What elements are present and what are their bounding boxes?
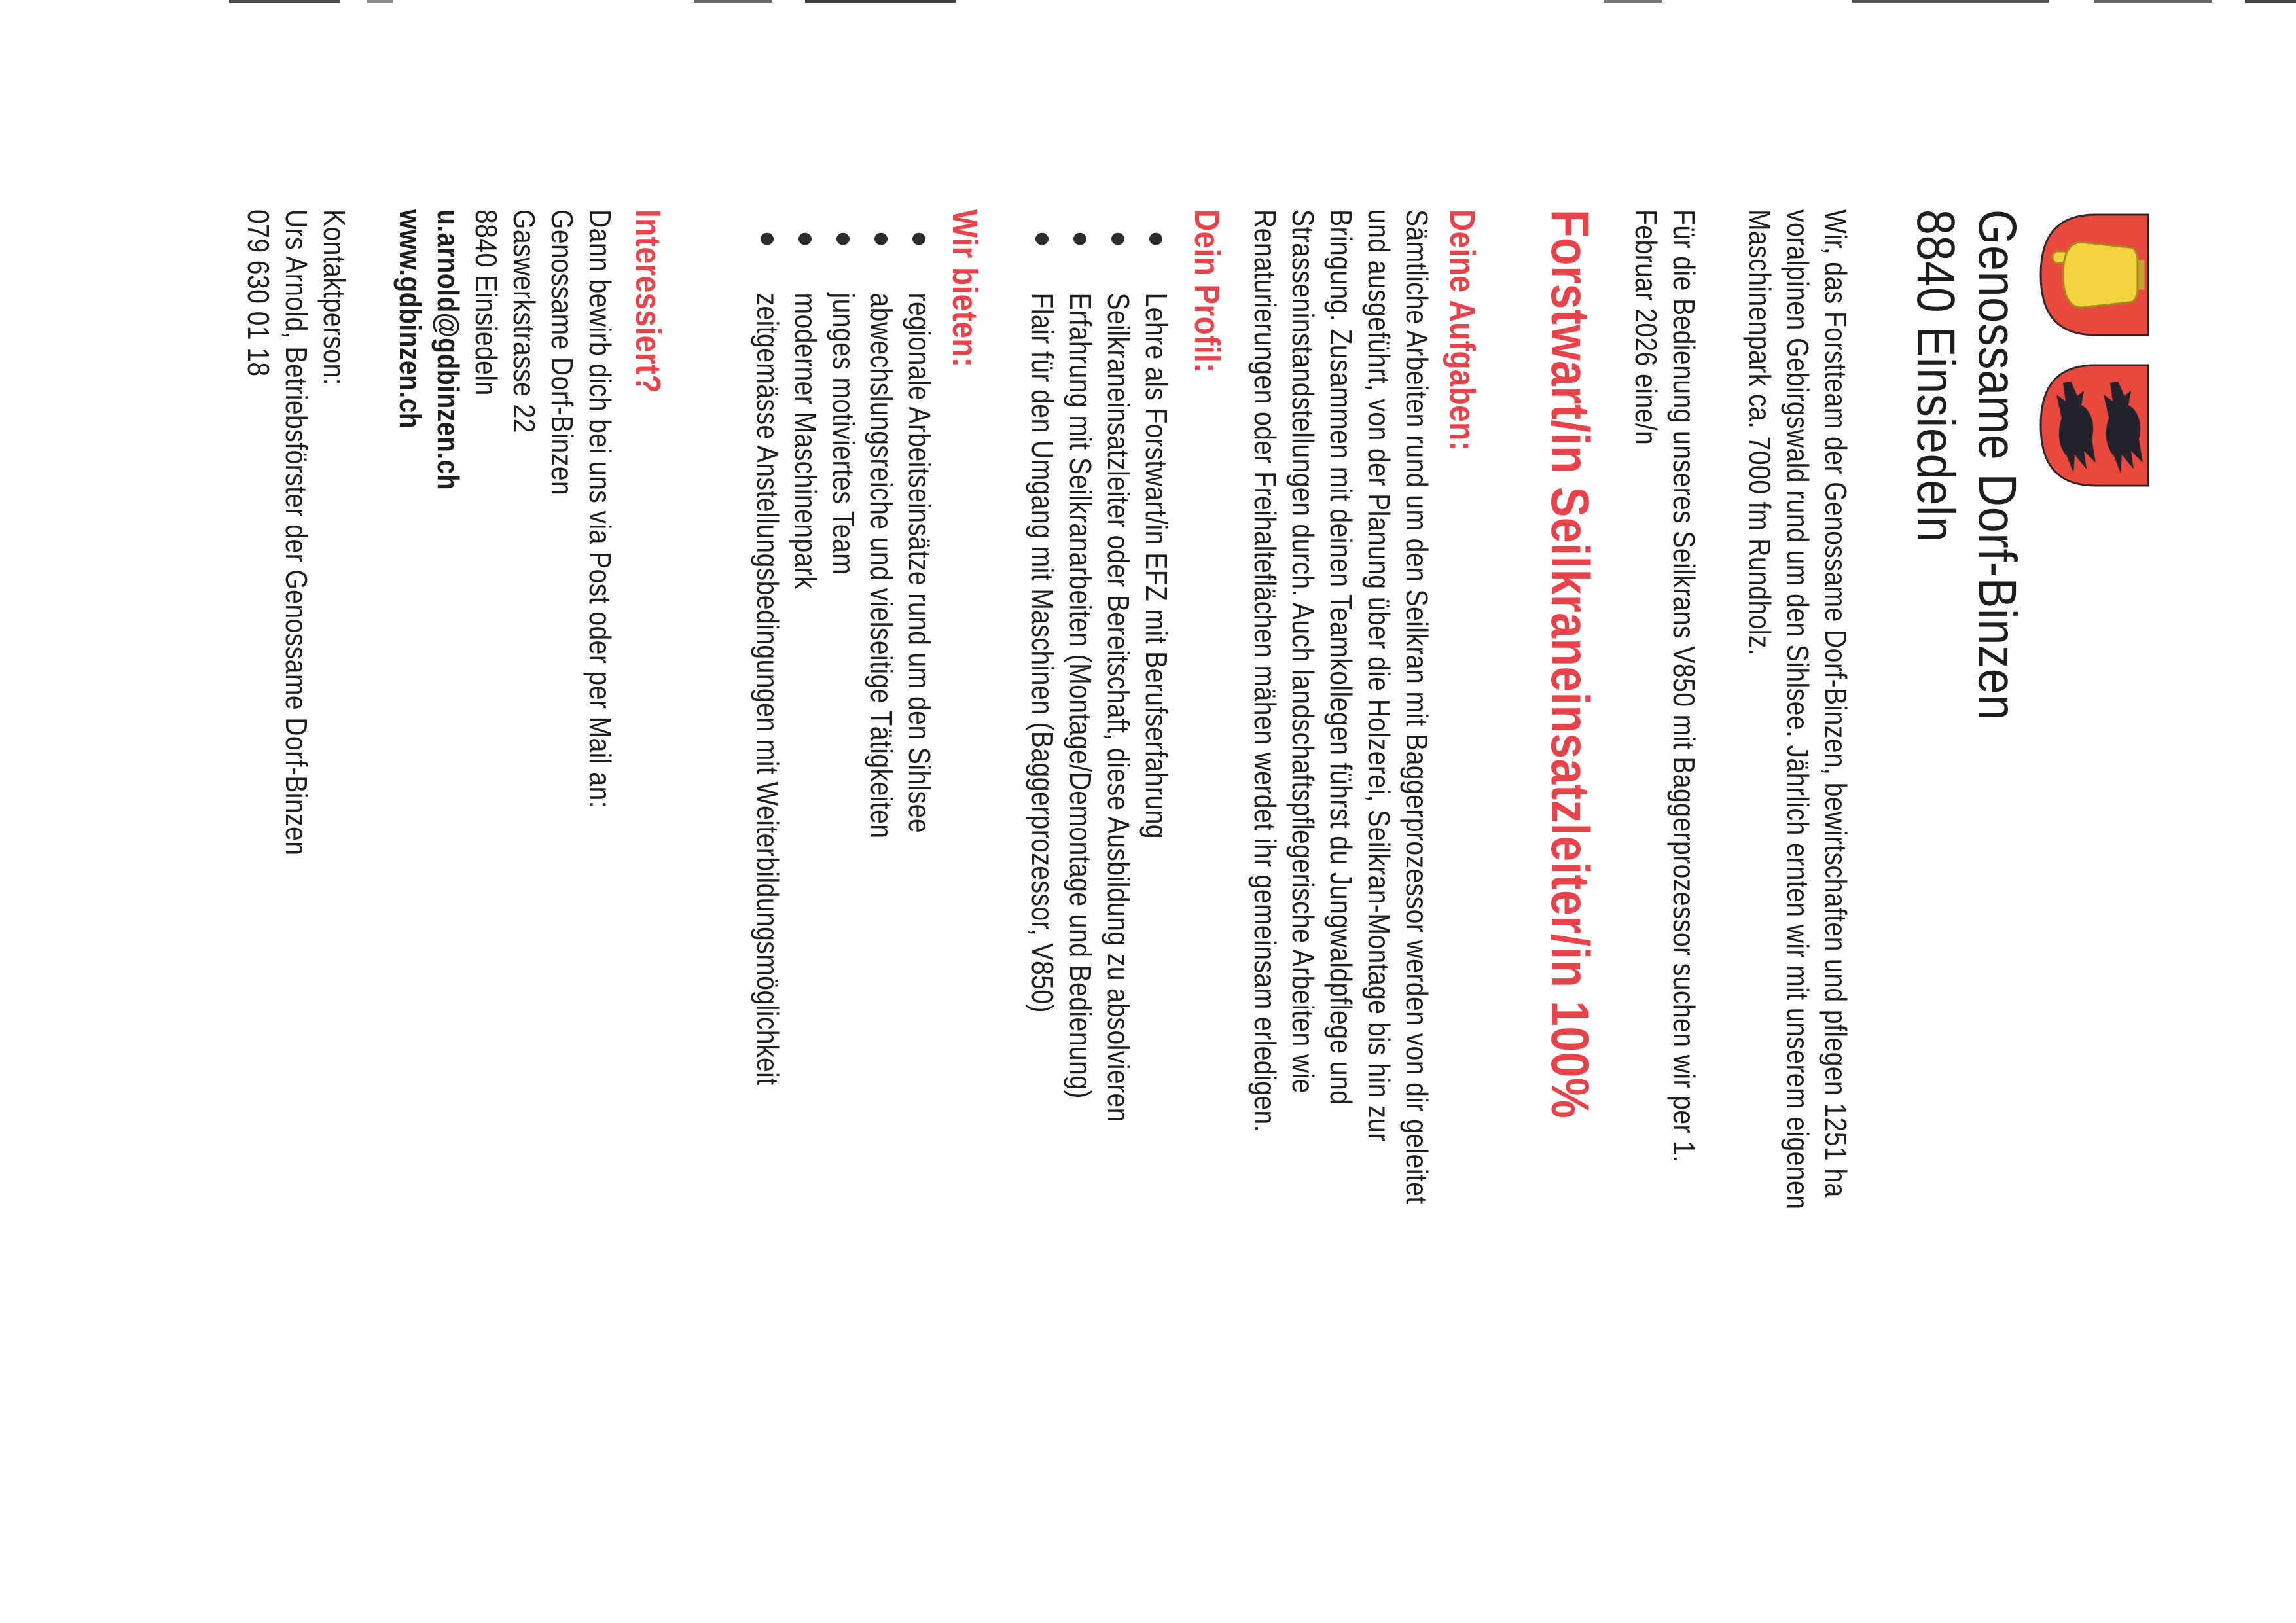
contact-person: Urs Arnold, Betriebsförster der Genossame Dorf-Binzen (279, 209, 314, 856)
profil-bullet: Erfahrung mit Seilkranarbeiten (Montage/Demontage und Bedienung) (1062, 209, 1100, 1400)
profil-bullet: Seilkraneinsatzleiter oder Bereitschaft, diese Ausbildung zu absolvieren (1100, 209, 1138, 1400)
opening-line: Für die Bedienung unseres Seilkrans V850 mit Baggerprozessor suchen wir per 1. (1667, 209, 1701, 1163)
section-heading-profil: Dein Profil: (1187, 209, 1227, 373)
scan-artifact (1852, 0, 2049, 3)
contact-block (240, 209, 353, 1400)
opening-paragraph (1627, 209, 1703, 1400)
bell-shield-icon (2037, 209, 2152, 340)
bieten-bullet: moderner Maschinenpark (787, 209, 825, 1400)
scan-artifact (2094, 0, 2212, 3)
intro-line: Wir, das Forstteam der Genossame Dorf-Binzen, bewirtschaften und pflegen 1251 ha (1819, 209, 1853, 1198)
intro-line: voralpinen Gebirgswald rund um den Sihlsee. Jährlich ernten wir mit unserem eigenen (1781, 209, 1815, 1210)
application-org: Genossame Dorf-Binzen (545, 209, 579, 496)
contact-label: Kontaktperson: (317, 209, 351, 385)
aufgaben-line: Strasseninstandstellungen durch. Auch landschaftspflegerische Arbeiten wie (1286, 209, 1320, 1094)
scan-artifact (1604, 0, 1662, 3)
profil-bullet: Lehre als Forstwart/in EFZ mit Berufserfahrung (1138, 209, 1175, 1400)
aufgaben-paragraph (1246, 209, 1436, 1400)
aufgaben-line: Bringung. Zusammen mit deinen Teamkollegen führst du Jungwaldpflege und (1324, 209, 1358, 1105)
scan-artifact (367, 0, 393, 3)
application-lead: Dann bewirb dich bei uns via Post oder per Mail an: (583, 209, 617, 808)
application-street: Gaswerkstrasse 22 (507, 209, 541, 433)
section-heading-interessiert: Interessiert? (628, 209, 668, 394)
job-title: Forstwart/in Seilkraneinsatzleiter/in 100% (1540, 209, 1600, 1119)
ravens-shield-icon (2037, 360, 2152, 491)
bieten-bullet: regionale Arbeitseinsätze rund um den Sihlsee (901, 209, 939, 1400)
bieten-bullet: junges motiviertes Team (825, 209, 863, 1400)
application-block (391, 209, 619, 1400)
contact-phone: 079 630 01 18 (242, 209, 276, 377)
opening-line: Februar 2026 eine/n (1629, 209, 1663, 446)
aufgaben-line: und ausgeführt, von der Planung über die Holzerei, Seilkran-Montage bis hin zur (1362, 209, 1396, 1142)
aufgaben-line: Renaturierungen oder Freihalteflächen mähen werdet ihr gemeinsam erledigen. (1248, 209, 1282, 1132)
section-heading-aufgaben: Deine Aufgaben: (1443, 209, 1482, 452)
section-heading-bieten: Wir bieten: (945, 209, 984, 368)
bieten-bullet-list (749, 209, 939, 1400)
intro-line: Maschinenpark ca. 7000 fm Rundholz. (1743, 209, 1777, 656)
bieten-bullet: abwechslungsreiche und vielseitige Tätigkeiten (863, 209, 901, 1400)
scan-artifact (2245, 0, 2296, 3)
profil-bullet-list (1024, 209, 1175, 1400)
coat-of-arms-logo (2037, 209, 2152, 491)
application-email: u.arnold@gdbinzen.ch (431, 209, 465, 490)
bieten-bullet: zeitgemässe Anstellungsbedingungen mit Weiterbildungsmöglichkeit (749, 209, 787, 1400)
org-name: Genossame Dorf-Binzen (1967, 209, 2027, 721)
document-content (240, 209, 2028, 1400)
scan-artifact (694, 0, 772, 3)
application-website: www.gdbinzen.ch (393, 209, 427, 429)
scan-artifact (229, 0, 340, 3)
intro-paragraph (1741, 209, 1855, 1400)
application-city: 8840 Einsiedeln (469, 209, 503, 396)
org-city: 8840 Einsiedeln (1906, 209, 1965, 543)
profil-bullet: Flair für den Umgang mit Maschinen (Baggerprozessor, V850) (1024, 209, 1062, 1400)
scan-artifact (805, 0, 956, 3)
aufgaben-line: Sämtliche Arbeiten rund um den Seilkran mit Baggerprozessor werden von dir geleitet (1400, 209, 1434, 1204)
